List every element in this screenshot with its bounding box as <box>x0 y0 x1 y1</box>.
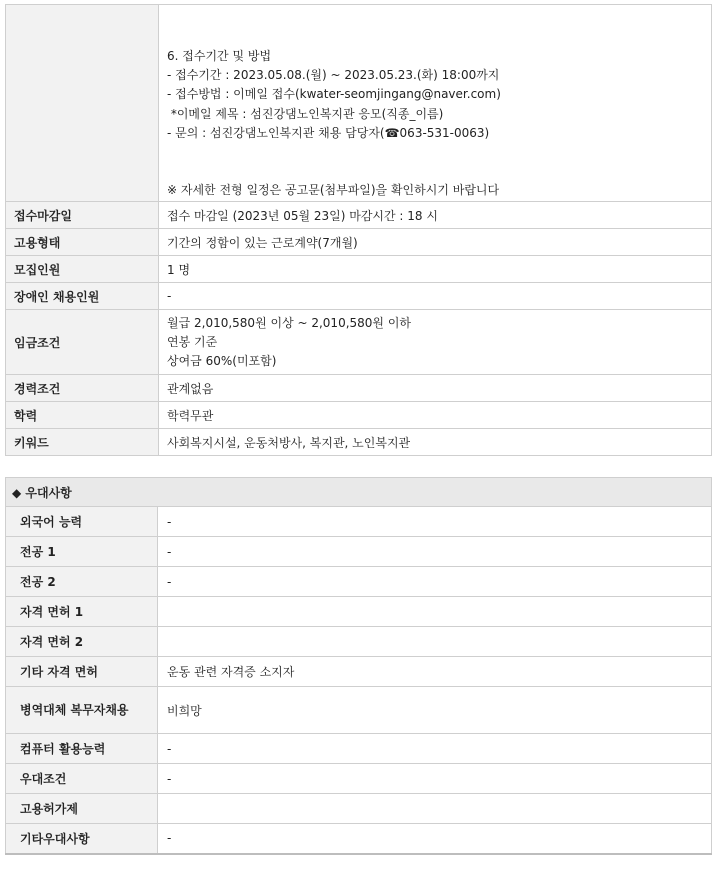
pref-label: 병역대체 복무자채용 <box>6 687 158 734</box>
pref-value: - <box>158 507 712 537</box>
notice-line: - 문의 : 섬진강댐노인복지관 채용 담당자(☎063-531-0063) <box>167 125 490 140</box>
career-label: 경력조건 <box>6 375 159 402</box>
education-value: 학력무관 <box>159 402 712 429</box>
employment-type-value: 기간의 정함이 있는 근로계약(7개월) <box>159 229 712 256</box>
pref-label: 기타우대사항 <box>6 824 158 854</box>
notice-line: *이메일 제목 : 섬진강댐노인복지관 응모(직종_이름) <box>167 106 444 121</box>
employment-type-label: 고용형태 <box>6 229 159 256</box>
deadline-value: 접수 마감일 (2023년 05월 23일) 마감시간 : 18 시 <box>159 202 712 229</box>
headcount-value: 1 명 <box>159 256 712 283</box>
pref-value <box>158 794 712 824</box>
headcount-label: 모집인원 <box>6 256 159 283</box>
pref-label: 자격 면허 2 <box>6 627 158 657</box>
pref-label: 자격 면허 1 <box>6 597 158 627</box>
preferences-title: ◆ 우대사항 <box>6 478 712 507</box>
pref-label: 기타 자격 면허 <box>6 657 158 687</box>
pref-value: 운동 관련 자격증 소지자 <box>158 657 712 687</box>
keywords-label: 키워드 <box>6 429 159 456</box>
pref-value: - <box>158 824 712 854</box>
deadline-label: 접수마감일 <box>6 202 159 229</box>
pref-label: 전공 2 <box>6 567 158 597</box>
pref-value <box>158 597 712 627</box>
pref-label: 우대조건 <box>6 764 158 794</box>
wage-line: 상여금 60%(미포함) <box>167 353 277 368</box>
notice-line: - 접수방법 : 이메일 접수(kwater-seomjingang@naver.com) <box>167 87 501 102</box>
disabled-hire-label: 장애인 채용인원 <box>6 283 159 310</box>
notice-line: 6. 접수기간 및 방법 <box>167 49 272 63</box>
wage-label: 임금조건 <box>6 310 159 375</box>
career-value: 관계없음 <box>159 375 712 402</box>
wage-line: 월급 2,010,580원 이상 ~ 2,010,580원 이하 <box>167 315 412 330</box>
education-label: 학력 <box>6 402 159 429</box>
wage-value <box>159 310 712 375</box>
keywords-value: 사회복지시설, 운동처방사, 복지관, 노인복지관 <box>159 429 712 456</box>
pref-label: 외국어 능력 <box>6 507 158 537</box>
pref-value: - <box>158 734 712 764</box>
pref-value: 비희망 <box>158 687 712 734</box>
pref-value: - <box>158 537 712 567</box>
preferences-table <box>5 477 712 855</box>
pref-value <box>158 627 712 657</box>
pref-value: - <box>158 764 712 794</box>
disabled-hire-value: - <box>159 283 712 310</box>
pref-label: 전공 1 <box>6 537 158 567</box>
notice-label-cell <box>6 5 159 202</box>
job-details-table <box>5 4 712 456</box>
notice-cell <box>159 5 712 202</box>
pref-label: 고용허가제 <box>6 794 158 824</box>
notice-footnote: ※ 자세한 전형 일정은 공고문(첨부파일)을 확인하시기 바랍니다 <box>167 183 500 198</box>
pref-label: 컴퓨터 활용능력 <box>6 734 158 764</box>
pref-value: - <box>158 567 712 597</box>
notice-line: - 접수기간 : 2023.05.08.(월) ~ 2023.05.23.(화) 18:00까지 <box>167 68 500 83</box>
wage-line: 연봉 기준 <box>167 334 218 349</box>
